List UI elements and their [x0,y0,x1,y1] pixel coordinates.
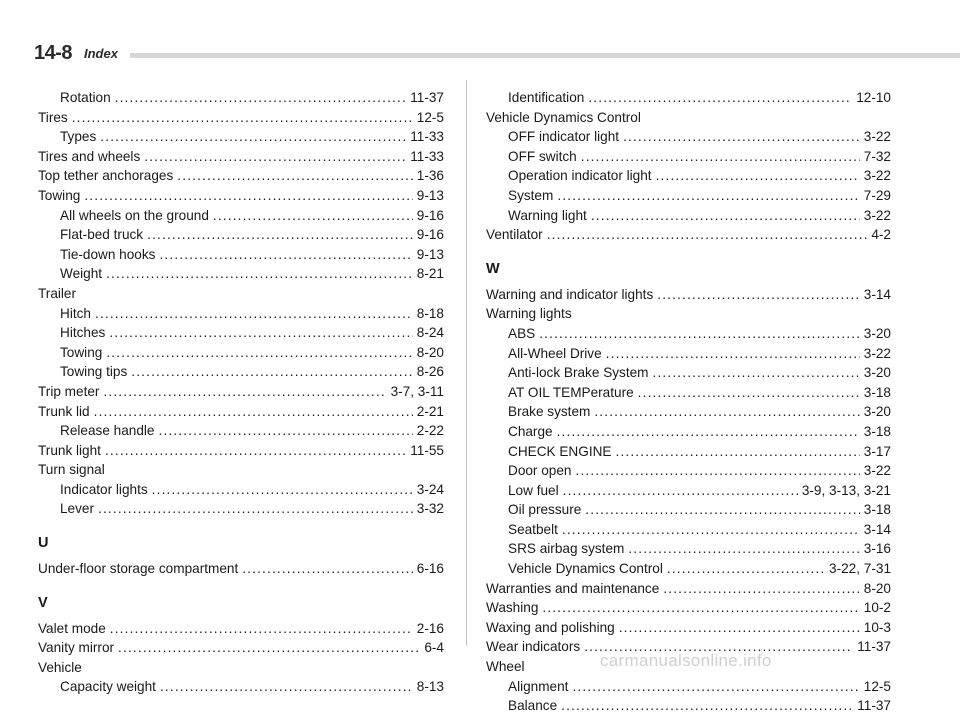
index-entry [38,619,444,639]
index-subentry [486,696,891,716]
entry-page-ref: 3-32 [416,501,444,517]
entry-term: AT OIL TEMPerature [508,384,634,400]
dot-leader [539,324,860,344]
entry-term: Alignment [508,678,569,694]
dot-leader [657,285,860,305]
entry-term: Brake system [508,404,591,420]
entry-page-ref: 4-2 [871,227,891,243]
entry-term: Warranties and maintenance [486,580,660,596]
dot-leader [110,619,413,639]
index-subentry [486,147,891,167]
entry-term: Hitches [60,325,106,341]
index-subentry [38,264,444,284]
entry-page-ref: 8-26 [416,364,444,380]
index-subentry [486,677,891,697]
dot-leader [591,206,860,226]
dot-leader [542,598,859,618]
index-subentry [486,127,891,147]
dot-leader [72,108,413,128]
entry-page-ref: 3-20 [863,325,891,341]
index-subentry [38,499,444,519]
index-subentry [486,559,891,579]
index-subentry [38,127,444,147]
entry-page-ref: 12-5 [863,678,891,694]
index-entry [38,108,444,128]
entry-term: Anti-lock Brake System [508,365,649,381]
entry-page-ref: 3-20 [863,404,891,420]
dot-leader [581,147,860,167]
index-subentry [486,324,891,344]
entry-term: Towing [60,344,103,360]
index-subentry [38,343,444,363]
index-entry [486,225,891,245]
dot-leader [557,422,860,442]
entry-term: Under-floor storage compartment [38,561,239,577]
entry-page-ref: 11-55 [410,442,444,458]
index-entry [486,618,891,638]
dot-leader [585,500,860,520]
entry-page-ref: 9-13 [416,187,444,203]
dot-leader [177,166,413,186]
index-heading: Vehicle Dynamics Control [486,109,641,125]
entry-term: Release handle [60,423,155,439]
index-heading: Wheel [486,659,525,675]
dot-leader [109,323,412,343]
dot-leader [575,461,859,481]
index-subentry [38,362,444,382]
index-letter-heading: U [38,535,49,552]
index-entry [38,441,444,461]
dot-leader [159,245,412,265]
dot-leader [131,362,413,382]
entry-term: Vehicle Dynamics Control [508,561,663,577]
entry-term: Warning light [508,207,587,223]
dot-leader [95,304,413,324]
entry-term: Ventilator [486,227,543,243]
entry-page-ref: 3-16 [863,541,891,557]
index-entry [38,166,444,186]
entry-page-ref: 6-4 [424,640,444,656]
dot-leader [115,88,407,108]
entry-term: Identification [508,90,585,105]
entry-term: Tie-down hooks [60,246,156,262]
entry-term: ABS [508,325,536,341]
dot-leader [653,363,860,383]
dot-leader [152,480,413,500]
entry-page-ref: 8-21 [416,266,444,282]
dot-leader [242,559,413,579]
entry-term: CHECK ENGINE [508,443,612,459]
index-entry [486,598,891,618]
entry-term: SRS airbag system [508,541,625,557]
entry-term: Towing [38,187,81,203]
header-rule [130,53,960,58]
dot-leader [606,344,860,364]
dot-leader [144,147,406,167]
index-subentry [486,520,891,540]
entry-page-ref: 8-13 [416,679,444,695]
entry-term: Tires and wheels [38,148,141,164]
entry-page-ref: 3-22, 7-31 [829,561,891,577]
entry-term: OFF switch [508,148,577,164]
index-subentry [486,481,891,501]
dot-leader [572,677,859,697]
column-divider [466,80,467,646]
dot-leader [561,696,853,716]
dot-leader [615,442,859,462]
dot-leader [557,186,859,206]
entry-term: Waxing and polishing [486,619,615,635]
entry-page-ref: 2-16 [416,620,444,636]
dot-leader [562,520,860,540]
dot-leader [667,559,825,579]
watermark: carmanualsonline.info [600,651,772,670]
index-column-left [38,88,444,697]
entry-page-ref: 6-16 [416,561,444,577]
entry-term: Top tether anchorages [38,168,174,184]
index-heading: Warning lights [486,306,572,322]
dot-leader [105,441,406,461]
entry-term: Towing tips [60,364,128,380]
entry-term: OFF indicator light [508,129,620,145]
index-entry [38,638,444,658]
entry-page-ref: 3-18 [863,384,891,400]
entry-page-ref: 12-10 [856,90,891,105]
entry-page-ref: 9-13 [416,246,444,262]
entry-page-ref: 9-16 [416,227,444,243]
dot-leader [160,677,413,697]
index-subentry [38,480,444,500]
index-entry [486,285,891,305]
index-subentry [486,186,891,206]
entry-page-ref: 11-33 [410,148,444,164]
entry-term: Indicator lights [60,481,148,497]
index-entry [38,382,444,402]
page-number: 14-8 [34,42,73,64]
index-letter-heading: V [38,594,48,611]
entry-page-ref: 2-22 [416,423,444,439]
entry-term: Seatbelt [508,521,558,537]
dot-leader [106,343,412,363]
entry-page-ref: 2-21 [416,403,444,419]
entry-term: Tires [38,109,68,125]
entry-page-ref: 3-22 [863,345,891,361]
dot-leader [100,127,406,147]
entry-term: Trunk light [38,442,101,458]
entry-term: Flat-bed truck [60,227,144,243]
index-entry [486,579,891,599]
index-subentry [486,166,891,186]
entry-page-ref: 11-37 [857,639,891,655]
entry-page-ref: 8-18 [416,305,444,321]
index-subentry [38,677,444,697]
entry-term: Types [60,129,97,145]
dot-leader [94,402,413,422]
entry-page-ref: 3-24 [416,481,444,497]
entry-page-ref: 3-22 [863,207,891,223]
index-subentry [38,421,444,441]
entry-term: Washing [486,600,539,616]
index-subentry [486,344,891,364]
entry-page-ref: 8-20 [416,344,444,360]
index-subentry [486,539,891,559]
entry-term: Oil pressure [508,502,582,518]
entry-term: Lever [60,501,95,517]
dot-leader [656,166,860,186]
entry-term: Rotation [60,90,111,105]
entry-page-ref: 3-14 [863,286,891,302]
entry-term: Capacity weight [60,679,156,695]
entry-page-ref: 10-3 [863,619,891,635]
dot-leader [638,383,860,403]
entry-term: Charge [508,423,553,439]
dot-leader [547,225,868,245]
index-heading: Vehicle [38,659,82,675]
dot-leader [623,127,860,147]
entry-page-ref: 11-33 [410,129,444,145]
entry-term: Operation indicator light [508,168,652,184]
index-heading: Trailer [38,285,77,301]
entry-page-ref: 12-5 [416,109,444,125]
index-subentry [486,206,891,226]
dot-leader [84,186,412,206]
entry-term: Warning and indicator lights [486,286,654,302]
entry-page-ref: 3-17 [863,443,891,459]
entry-page-ref: 3-22 [863,129,891,145]
dot-leader [103,382,386,402]
dot-leader [106,264,413,284]
entry-page-ref: 8-24 [416,325,444,341]
entry-page-ref: 3-7, 3-11 [390,383,444,399]
dot-leader [158,421,412,441]
dot-leader [594,402,859,422]
entry-term: Valet mode [38,620,106,636]
entry-term: System [508,187,554,203]
entry-page-ref: 3-20 [863,365,891,381]
entry-term: All-Wheel Drive [508,345,602,361]
index-entry [38,147,444,167]
entry-page-ref: 8-20 [863,580,891,596]
entry-page-ref: 1-36 [416,168,444,184]
index-entry [38,186,444,206]
entry-page-ref: 10-2 [863,600,891,616]
index-subentry [486,402,891,422]
entry-page-ref: 3-9, 3-13, 3-21 [801,482,891,498]
index-letter-heading: W [486,260,500,277]
index-heading: Turn signal [38,462,105,478]
entry-page-ref: 11-37 [857,698,891,714]
entry-page-ref: 3-22 [863,168,891,184]
dot-leader [213,206,413,226]
entry-term: Wear indicators [486,639,581,655]
index-entry [38,559,444,579]
index-entry [38,402,444,422]
index-subentry [38,304,444,324]
entry-page-ref: 3-18 [863,423,891,439]
entry-page-ref: 3-22 [863,463,891,479]
dot-leader [563,481,798,501]
index-subentry [38,225,444,245]
entry-term: Vanity mirror [38,640,115,656]
entry-term: Trunk lid [38,403,90,419]
entry-term: Balance [508,698,558,714]
entry-page-ref: 7-29 [863,187,891,203]
index-subentry [486,383,891,403]
index-column-right [486,88,891,716]
entry-page-ref: 3-14 [863,521,891,537]
dot-leader [663,579,859,599]
index-subentry [486,442,891,462]
dot-leader [147,225,413,245]
entry-page-ref: 11-37 [410,90,444,105]
entry-term: All wheels on the ground [60,207,209,223]
dot-leader [98,499,413,519]
entry-page-ref: 3-18 [863,502,891,518]
entry-term: Hitch [60,305,91,321]
index-subentry [38,245,444,265]
index-subentry [38,206,444,226]
index-subentry [486,422,891,442]
dot-leader [628,539,859,559]
index-subentry [486,461,891,481]
index-subentry [486,363,891,383]
dot-leader [619,618,860,638]
entry-page-ref: 7-32 [863,148,891,164]
dot-leader [588,88,852,108]
index-subentry [486,500,891,520]
entry-term: Low fuel [508,482,559,498]
index-subentry [486,88,891,108]
page-header [34,40,934,64]
entry-page-ref: 9-16 [416,207,444,223]
section-title: Index [84,46,118,61]
entry-term: Trip meter [38,383,100,399]
entry-term: Weight [60,266,103,282]
entry-term: Door open [508,463,572,479]
dot-leader [118,638,420,658]
index-subentry [38,323,444,343]
index-subentry [38,88,444,108]
